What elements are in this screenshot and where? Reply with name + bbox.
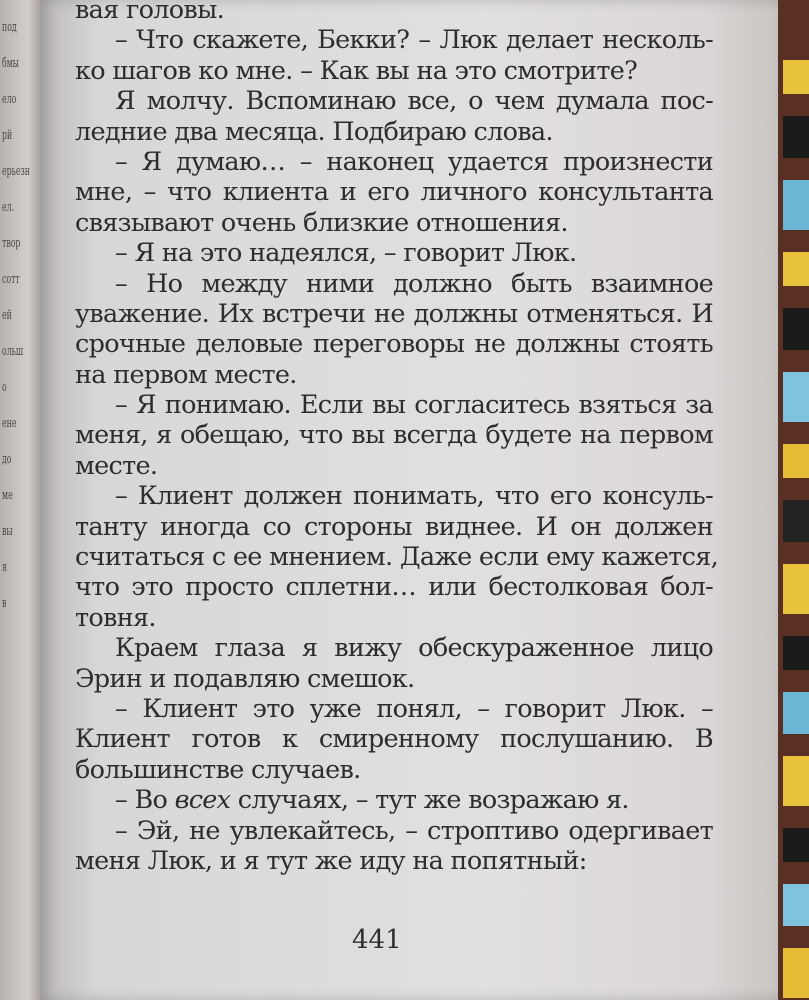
facing-page-text-fragment: ело <box>2 92 17 107</box>
text-line: меня Люк, и я тут же иду на попятный: <box>75 845 587 876</box>
text-line: считаться с ее мнением. Даже если ему кажется, <box>75 542 719 573</box>
edge-strip <box>783 756 809 806</box>
text-line: Клиент готов к смиренному послушанию. В <box>75 724 713 755</box>
text-line: уважение. Их встречи не должны отменяться. И <box>75 298 713 329</box>
edge-strip <box>783 180 809 230</box>
text-line: срочные деловые переговоры не должны стоять <box>75 329 713 360</box>
edge-strip <box>783 500 809 542</box>
text-line: Эрин и подавляю смешок. <box>75 663 415 694</box>
facing-page-text-fragment: сотт <box>2 272 20 287</box>
text-line: связывают очень близкие отношения. <box>75 207 568 238</box>
facing-page-text-fragment: рй <box>2 128 13 143</box>
facing-page-text-fragment: ме <box>2 488 13 503</box>
text-line: ледние два месяца. Подбираю слова. <box>75 116 553 147</box>
facing-page-text-fragment: ольш <box>2 344 24 359</box>
text-line: танту иногда со стороны виднее. И он должен <box>75 511 713 542</box>
text-line: меня, я обещаю, что вы всегда будете на первом <box>75 420 713 451</box>
facing-page-text-fragment: вы <box>2 524 13 539</box>
edge-strip <box>783 444 809 478</box>
facing-page-text-fragment: о <box>2 380 7 395</box>
text-line: вая головы. <box>75 0 225 25</box>
text-line: на первом месте. <box>75 359 297 390</box>
facing-page-text-fragment: под <box>2 20 17 35</box>
edge-strip <box>783 372 809 422</box>
page-text <box>75 0 719 876</box>
edge-strip <box>783 564 809 614</box>
text-line: ко шагов ко мне. – Как вы на это смотрите? <box>75 55 638 86</box>
edge-strip <box>783 60 809 94</box>
facing-page-edge <box>0 0 40 1000</box>
text-line: – Я думаю… – наконец удается произнести <box>115 146 713 177</box>
text-line: – Клиент это уже понял, – говорит Люк. – <box>115 693 713 724</box>
text-line: – Но между ними должно быть взаимное <box>115 268 713 299</box>
text-line: – Я понимаю. Если вы согласитесь взяться за <box>115 390 713 421</box>
facing-page-text-fragment: я <box>2 560 7 575</box>
facing-page-text-fragment: ей <box>2 308 12 323</box>
edge-strip <box>783 636 809 670</box>
facing-page-text-fragment: ерьезн <box>2 164 30 179</box>
text-line: месте. <box>75 450 158 481</box>
book-side-edge <box>778 0 809 1000</box>
facing-page-text-fragment: твор <box>2 236 21 251</box>
page-number: 441 <box>352 925 402 955</box>
text-line: – Эй, не увлекайтесь, – строптиво одергивает <box>115 815 713 846</box>
text-line: большинстве случаев. <box>75 754 361 785</box>
facing-page-text-fragment: до <box>2 452 12 467</box>
text-line: Краем глаза я вижу обескураженное лицо <box>115 633 713 664</box>
edge-strip <box>783 252 809 286</box>
facing-page-text-fragment: в <box>2 596 7 611</box>
text-line: что это просто сплетни… или бестолковая бол- <box>75 572 713 603</box>
edge-strip <box>783 948 809 998</box>
facing-page-text-fragment: ене <box>2 416 17 431</box>
text-line: – Клиент должен понимать, что его консуль- <box>115 481 713 512</box>
text-line: – Что скажете, Бекки? – Люк делает несколь- <box>115 25 713 56</box>
text-line: – Во всех случаях, – тут же возражаю я. <box>115 785 629 816</box>
text-line: мне, – что клиента и его личного консультанта <box>75 177 713 208</box>
book-page <box>40 0 778 1000</box>
facing-page-text-fragment: бмы <box>2 56 19 71</box>
text-line: – Я на это надеялся, – говорит Люк. <box>115 238 577 269</box>
edge-strip <box>783 692 809 734</box>
edge-strip <box>783 884 809 926</box>
edge-strip <box>783 308 809 350</box>
edge-strip <box>783 828 809 862</box>
text-line: Я молчу. Вспоминаю все, о чем думала пос- <box>115 86 713 117</box>
edge-strip <box>783 116 809 158</box>
facing-page-text-fragment: ел. <box>2 200 15 215</box>
text-line: товня. <box>75 602 156 633</box>
